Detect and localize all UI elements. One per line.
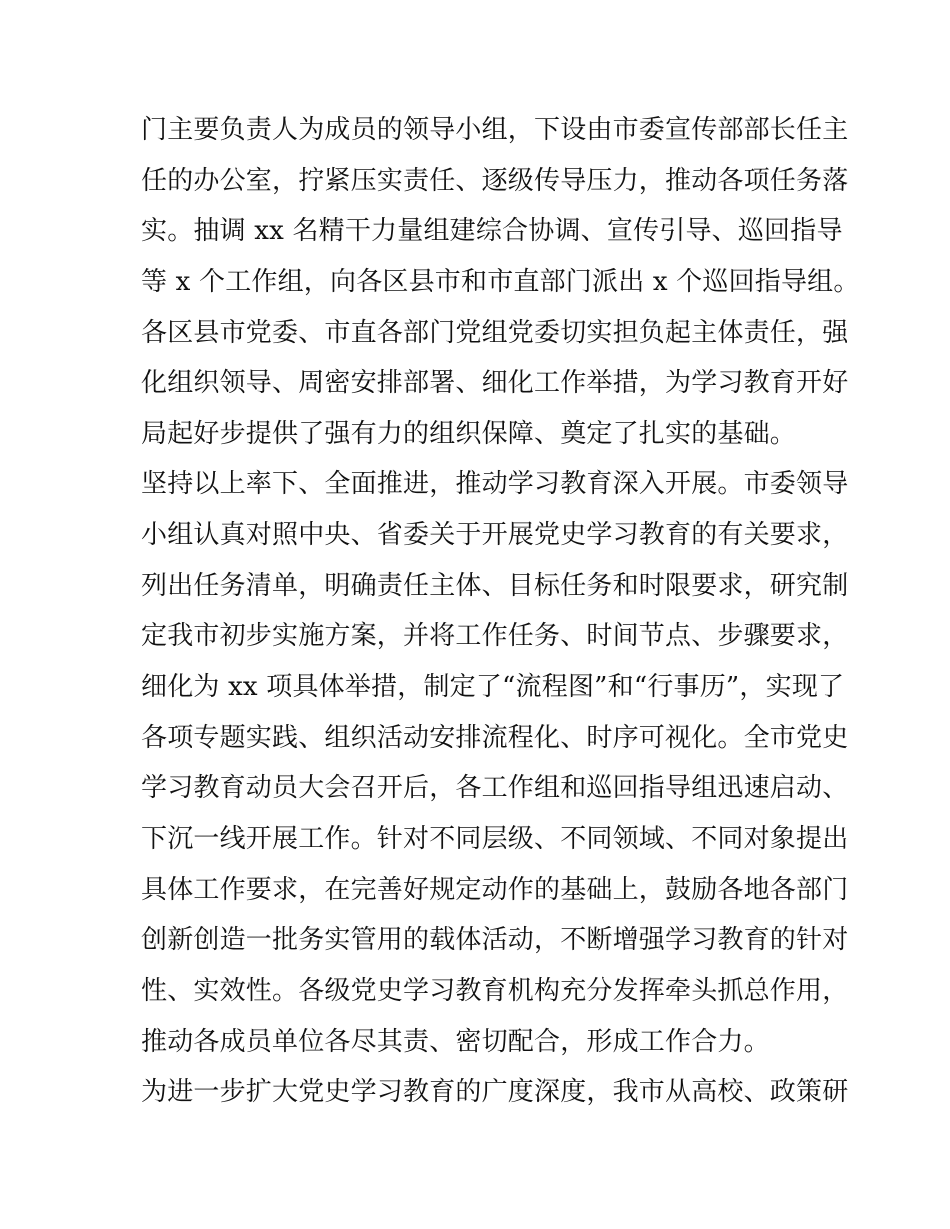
text-line: 细化为 xx 项具体举措，制定了“流程图”和“行事历”，实现了 <box>141 672 845 703</box>
text-line: 小组认真对照中央、省委关于开展党史学习教育的有关要求， <box>141 520 849 551</box>
text-line: 各区县市党委、市直各部门党组党委切实担负起主体责任，强 <box>141 317 849 348</box>
text-line: 学习教育动员大会召开后，各工作组和巡回指导组迅速启动、 <box>141 773 849 804</box>
text-line: 局起好步提供了强有力的组织保障、奠定了扎实的基础。 <box>141 418 797 449</box>
text-line: 创新创造一批务实管用的载体活动，不断增强学习教育的针对 <box>141 925 849 956</box>
text-line: 坚持以上率下、全面推进，推动学习教育深入开展。市委领导 <box>141 469 849 500</box>
text-line: 具体工作要求，在完善好规定动作的基础上，鼓励各地各部门 <box>141 874 849 905</box>
text-line: 列出任务清单，明确责任主体、目标任务和时限要求，研究制 <box>141 570 849 601</box>
text-line: 各项专题实践、组织活动安排流程化、时序可视化。全市党史 <box>141 722 849 753</box>
text-line: 等 x 个工作组，向各区县市和市直部门派出 x 个巡回指导组。 <box>141 266 860 297</box>
text-line: 下沉一线开展工作。针对不同层级、不同领域、不同对象提出 <box>141 823 849 854</box>
text-line: 门主要负责人为成员的领导小组，下设由市委宣传部部长任主 <box>141 115 849 145</box>
text-line: 化组织领导、周密安排部署、细化工作举措，为学习教育开好 <box>141 368 849 399</box>
text-line: 任的办公室，拧紧压实责任、逐级传导压力，推动各项任务落 <box>141 165 849 196</box>
body-text <box>141 105 860 1118</box>
text-line: 定我市初步实施方案，并将工作任务、时间节点、步骤要求， <box>141 621 849 652</box>
text-line: 实。抽调 xx 名精干力量组建综合协调、宣传引导、巡回指导 <box>141 216 843 247</box>
text-line: 为进一步扩大党史学习教育的广度深度，我市从高校、政策研 <box>141 1077 849 1108</box>
text-line: 性、实效性。各级党史学习教育机构充分发挥牵头抓总作用， <box>141 975 849 1006</box>
text-line: 推动各成员单位各尽其责、密切配合，形成工作合力。 <box>141 1026 770 1057</box>
